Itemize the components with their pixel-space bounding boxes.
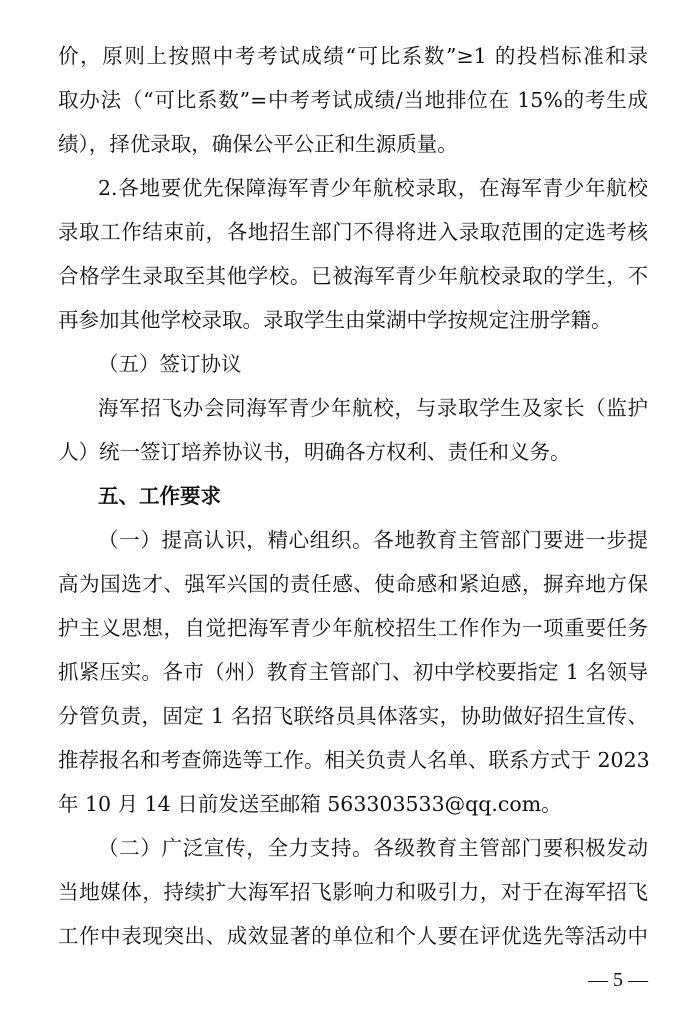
page-number: — 5 — (588, 969, 648, 991)
section-heading: 五、工作要求 (98, 484, 221, 508)
text-line: 抓紧压实。各市（州）教育主管部门、初中学校要指定 1 名领导 (58, 660, 648, 684)
text-line: 价，原则上按照中考考试成绩“可比系数”≥1 的投档标准和录 (58, 44, 648, 68)
text-line: 取办法（“可比系数”=中考考试成绩/当地排位在 15%的考生成 (58, 88, 648, 112)
text-line: 分管负责，固定 1 名招飞联络员具体落实，协助做好招生宣传、 (58, 704, 648, 728)
text-line: 再参加其他学校录取。录取学生由棠湖中学按规定注册学籍。 (58, 308, 612, 332)
text-line: 高为国选才、强军兴国的责任感、使命感和紧迫感，摒弃地方保 (58, 572, 648, 596)
text-line: （二）广泛宣传，全力支持。各级教育主管部门要积极发动 (98, 836, 648, 860)
text-line: 推荐报名和考查筛选等工作。相关负责人名单、联系方式于 2023 (58, 748, 650, 772)
text-line: 人）统一签订培养协议书，明确各方权利、责任和义务。 (58, 440, 571, 464)
text-line: 护主义思想，自觉把海军青少年航校招生工作作为一项重要任务 (58, 616, 648, 640)
text-line: （一）提高认识，精心组织。各地教育主管部门要进一步提 (98, 528, 648, 552)
text-line: 录取工作结束前，各地招生部门不得将进入录取范围的定选考核 (58, 220, 648, 244)
text-line: 合格学生录取至其他学校。已被海军青少年航校录取的学生，不 (58, 264, 648, 288)
text-line: 2.各地要优先保障海军青少年航校录取，在海军青少年航校 (98, 176, 648, 200)
section-subheading: （五）签订协议 (98, 352, 242, 376)
text-line: 绩），择优录取，确保公平公正和生源质量。 (58, 132, 458, 156)
text-line: 工作中表现突出、成效显著的单位和个人要在评优选先等活动中 (58, 924, 648, 948)
text-line: 海军招飞办会同海军青少年航校，与录取学生及家长（监护 (98, 396, 648, 420)
text-line: 当地媒体，持续扩大海军招飞影响力和吸引力，对于在海军招飞 (58, 880, 648, 904)
text-line: 年 10 月 14 日前发送至邮箱 563303533@qq.com。 (58, 792, 562, 816)
